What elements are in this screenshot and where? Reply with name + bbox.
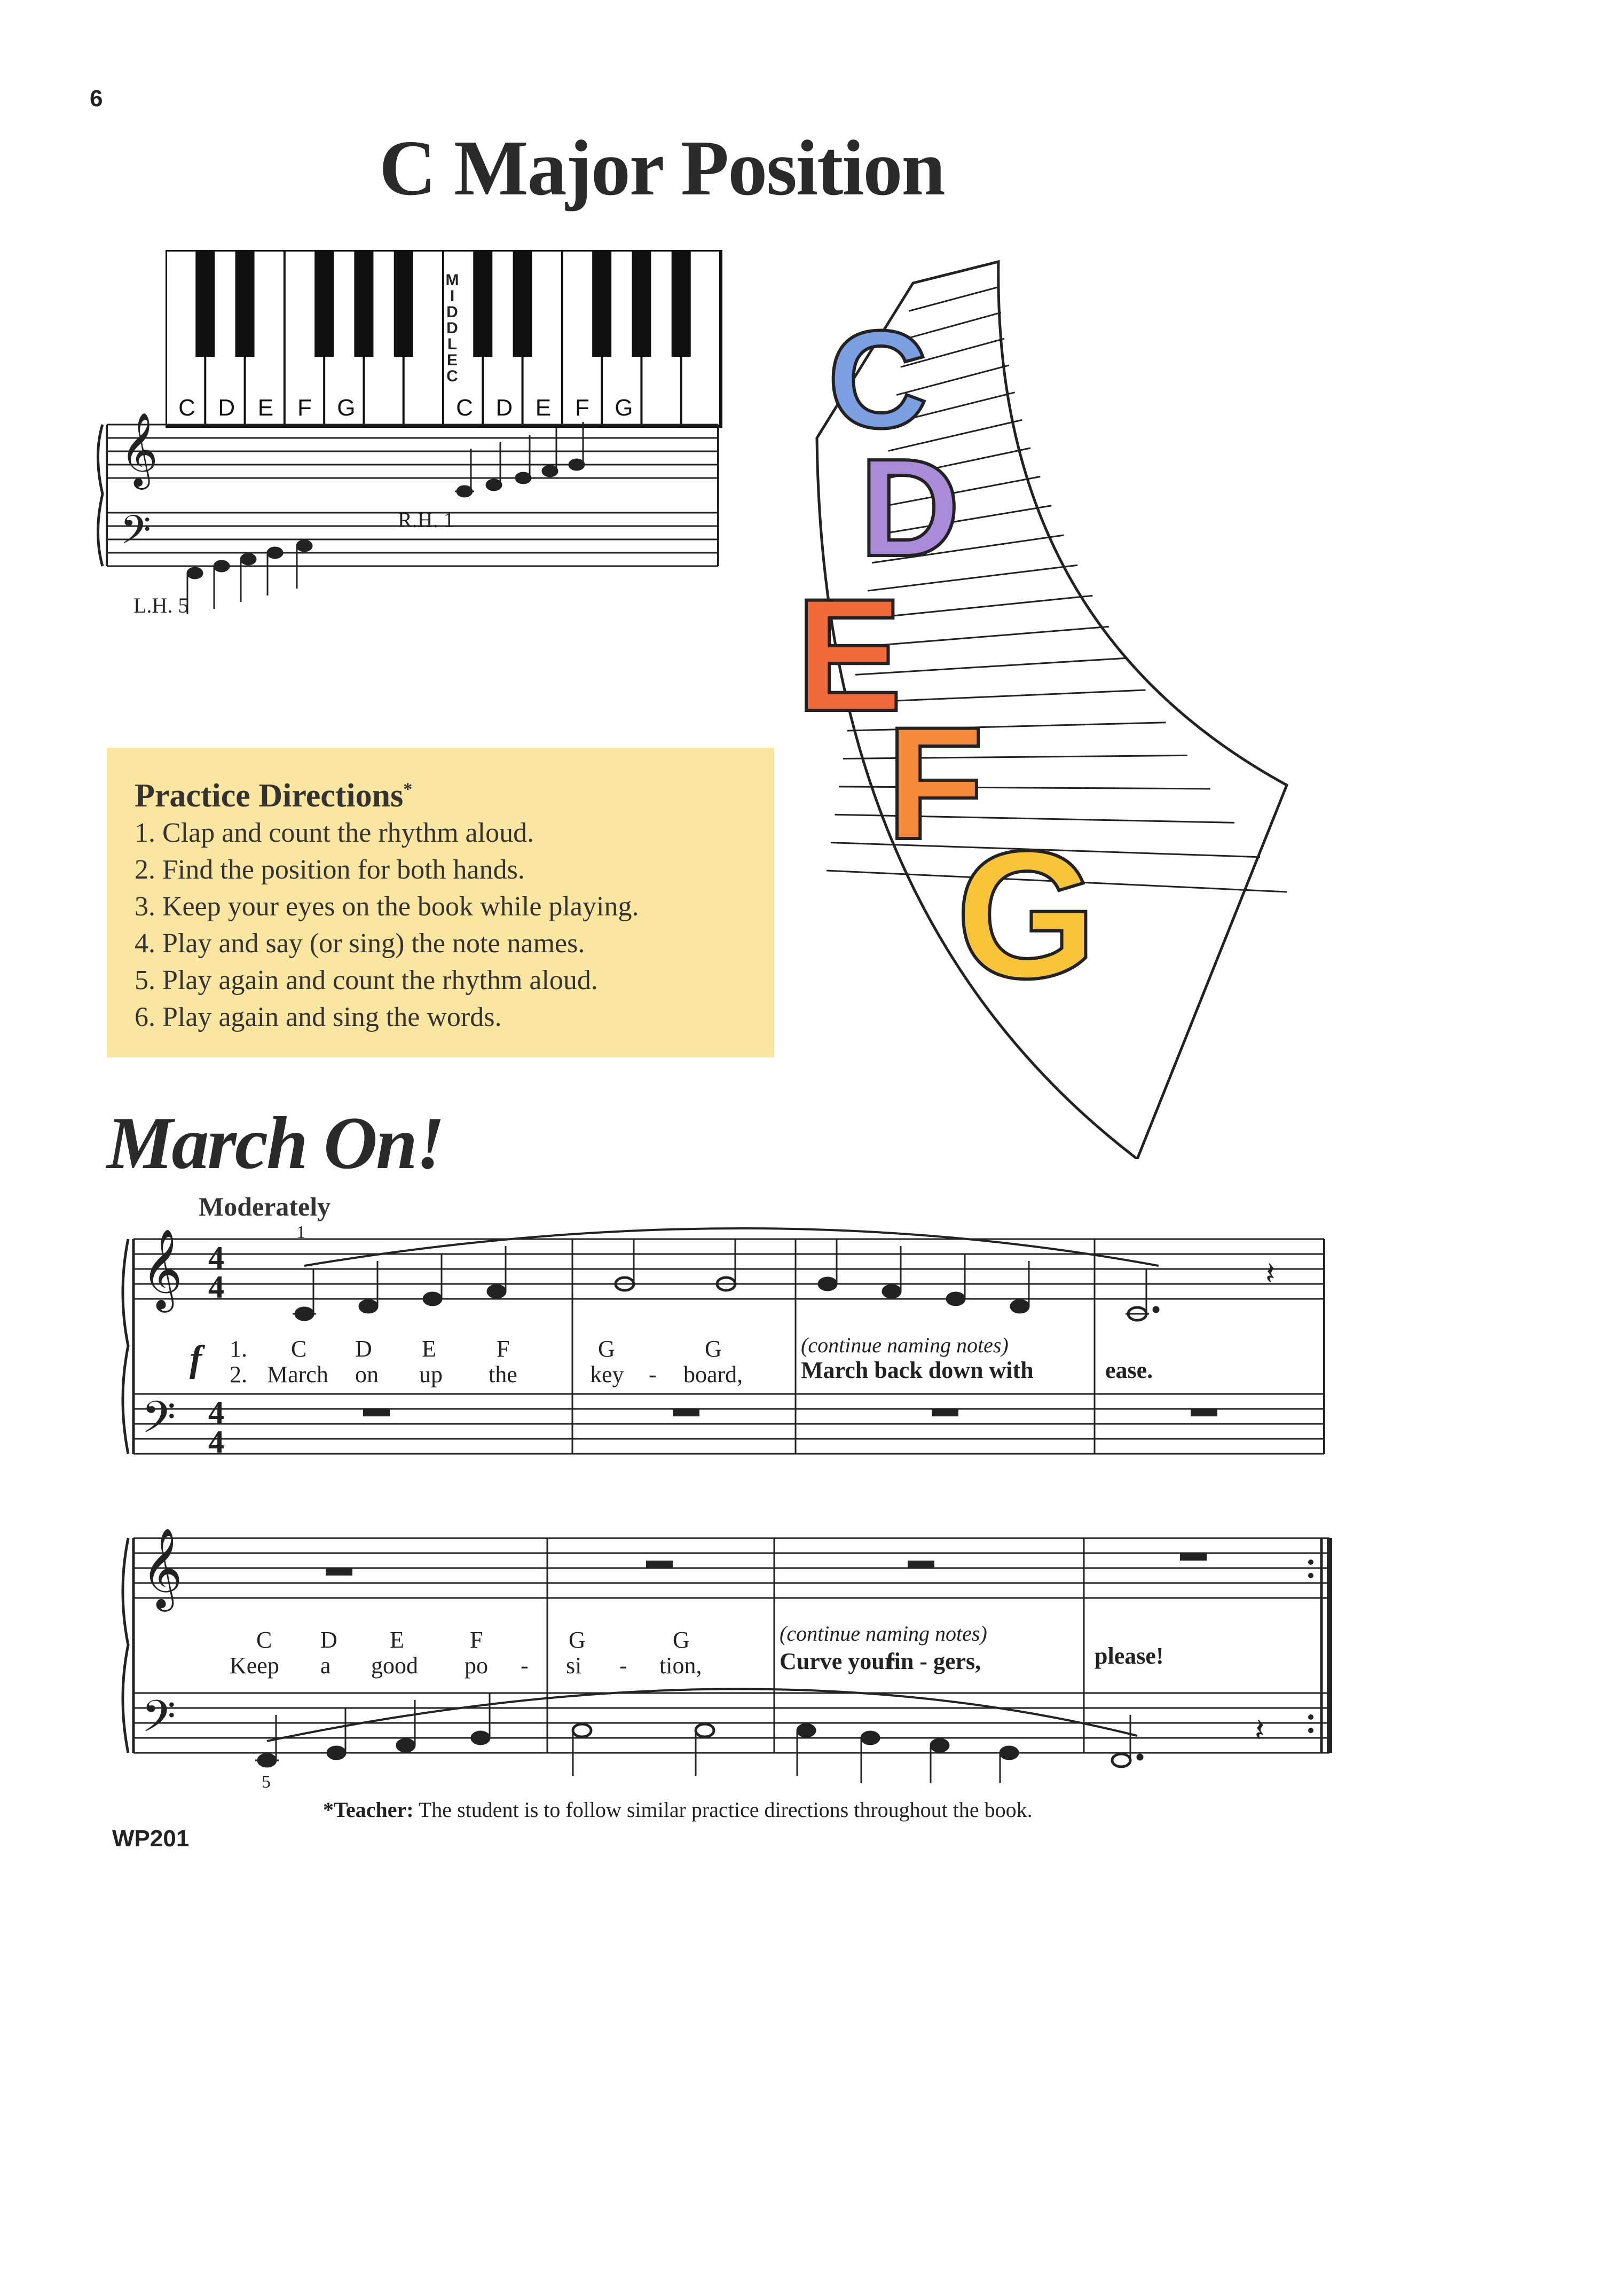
lh-finger-label: L.H. 5 — [133, 593, 189, 617]
practice-list — [135, 814, 639, 1036]
lyric-word: Keep — [230, 1652, 279, 1679]
tempo-marking: Moderately — [199, 1192, 331, 1221]
note-name: E — [390, 1627, 404, 1653]
middle-c-label: M I D D L E C — [445, 271, 459, 385]
bass-clef-icon: 𝄢 — [141, 1690, 176, 1753]
practice-directions-box — [107, 748, 774, 1057]
lyric-word: po — [465, 1652, 488, 1679]
key-label: C — [178, 395, 195, 421]
letter-d-icon: D — [860, 430, 960, 585]
key-label: E — [535, 395, 552, 421]
lyric-word: board, — [683, 1361, 743, 1388]
lyric-word: the — [489, 1361, 517, 1388]
lyric-word: a — [320, 1652, 331, 1679]
key-label: G — [615, 395, 633, 421]
verse-number: 2. — [230, 1361, 247, 1388]
finger-number: 1 — [296, 1223, 305, 1242]
key-label: D — [218, 395, 235, 421]
lyric-word: si — [566, 1652, 582, 1679]
practice-item: 2. Find the position for both hands. — [135, 855, 525, 885]
key-label: F — [297, 395, 312, 421]
note-hint: (continue naming notes) — [780, 1621, 987, 1645]
lyric-word: Curve your — [780, 1648, 895, 1674]
black-key — [592, 250, 611, 357]
note-name: D — [355, 1336, 372, 1362]
black-key — [632, 250, 651, 357]
lyric-word: key — [590, 1361, 624, 1388]
lyric-word: up — [419, 1361, 443, 1388]
key-label: C — [456, 395, 473, 421]
lyric-word: - — [649, 1361, 657, 1388]
song-title: March On! — [107, 1102, 444, 1185]
practice-item: 1. Clap and count the rhythm aloud. — [135, 818, 534, 848]
key-label: D — [495, 395, 513, 421]
letter-g-icon: G — [956, 813, 1097, 1016]
black-key — [672, 250, 691, 357]
svg-text:4: 4 — [208, 1424, 224, 1460]
svg-text:4: 4 — [208, 1395, 224, 1430]
key-label: G — [337, 395, 356, 421]
black-key — [394, 250, 413, 357]
letter-f-icon: F — [886, 693, 985, 873]
note-hint: (continue naming notes) — [801, 1333, 1009, 1357]
practice-item: 3. Keep your eyes on the book while playing. — [135, 891, 639, 922]
lyric-word: March — [267, 1361, 328, 1388]
black-key — [513, 250, 532, 357]
practice-item: 5. Play again and count the rhythm aloud. — [135, 965, 598, 996]
teacher-footnote: *Teacher: The student is to follow similar practice directions throughout the book. — [323, 1798, 1033, 1822]
lyric-word: please! — [1095, 1643, 1164, 1669]
svg-text:4: 4 — [208, 1240, 224, 1275]
note-name: G — [705, 1336, 722, 1362]
lyric-word: tion, — [659, 1652, 702, 1679]
note-name: C — [256, 1627, 272, 1653]
practice-item: 6. Play again and sing the words. — [135, 1002, 502, 1032]
practice-item: 4. Play and say (or sing) the note names. — [135, 928, 585, 959]
treble-clef-icon: 𝄞 — [141, 1228, 183, 1309]
black-key — [195, 250, 215, 357]
note-name: E — [422, 1336, 436, 1362]
black-key — [314, 250, 334, 357]
letter-c-icon: C — [828, 302, 928, 457]
cdefg-illustration — [764, 251, 1324, 1159]
bass-clef-icon: 𝄢 — [141, 1391, 176, 1454]
key-label: E — [257, 395, 274, 421]
black-key — [354, 250, 373, 357]
page-number: 6 — [90, 85, 103, 112]
note-name: G — [569, 1627, 586, 1653]
quarter-rest-icon: 𝄽 — [1255, 1712, 1265, 1749]
lyric-word: good — [371, 1652, 418, 1679]
lyric-word: fin - gers, — [886, 1648, 981, 1674]
note-name: C — [291, 1336, 307, 1362]
quarter-rest-icon: 𝄽 — [1265, 1255, 1276, 1292]
treble-clef-icon: 𝄞 — [120, 412, 158, 487]
bass-clef-icon: 𝄢 — [120, 507, 151, 563]
treble-clef-icon: 𝄞 — [141, 1527, 183, 1608]
page-title: C Major Position — [379, 124, 945, 212]
verse-number: 1. — [230, 1336, 247, 1362]
lyric-word: March back down with — [801, 1357, 1034, 1383]
lyric-word: - — [521, 1652, 529, 1679]
note-name: F — [497, 1336, 510, 1362]
note-name: F — [470, 1627, 483, 1653]
lyric-word: - — [619, 1652, 627, 1679]
svg-text:4: 4 — [208, 1270, 224, 1305]
key-label: F — [575, 395, 589, 421]
black-key — [473, 250, 492, 357]
dynamic-marking: f — [190, 1338, 202, 1380]
black-key — [235, 250, 255, 357]
letter-e-icon: E — [796, 565, 903, 745]
finger-number: 5 — [262, 1772, 271, 1792]
lyric-word: ease. — [1105, 1357, 1153, 1383]
book-code: WP201 — [112, 1825, 190, 1852]
note-name: G — [673, 1627, 690, 1653]
note-name: G — [598, 1336, 615, 1362]
note-name: D — [320, 1627, 337, 1653]
rh-finger-label: R.H. 1 — [398, 508, 454, 532]
practice-heading: Practice Directions* — [135, 778, 413, 814]
lyric-word: on — [355, 1361, 379, 1388]
